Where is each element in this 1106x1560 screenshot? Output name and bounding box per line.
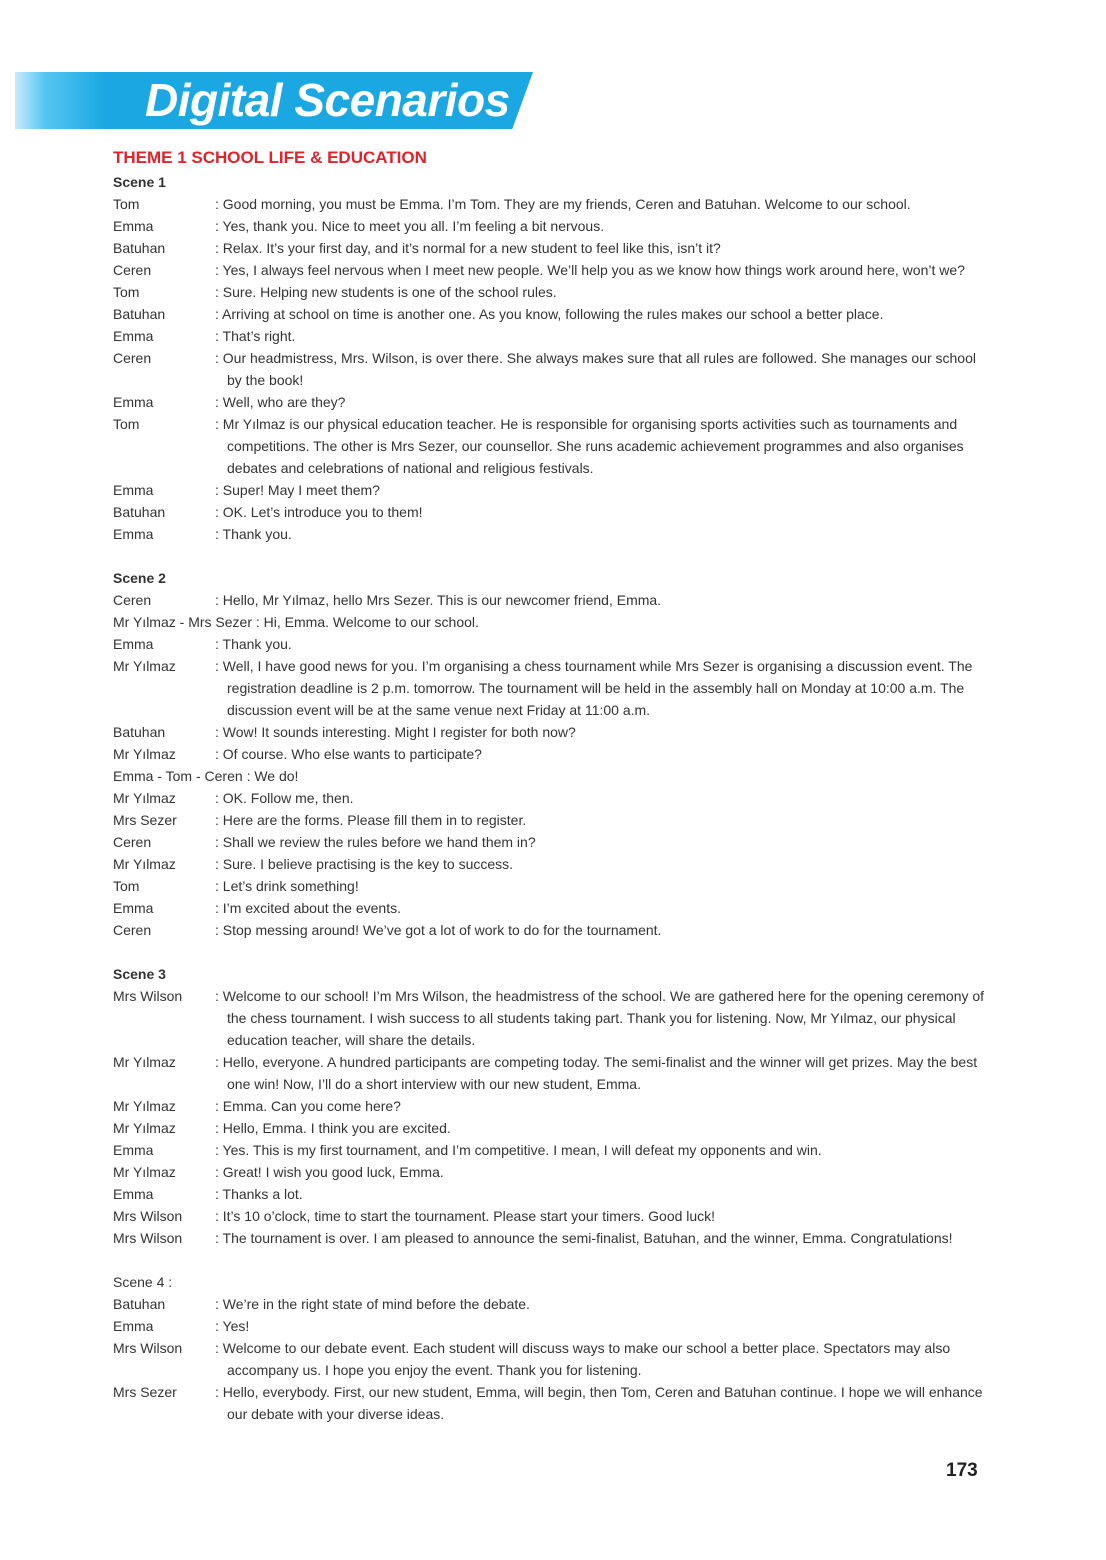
speaker-name: Mr Yılmaz: [113, 658, 176, 674]
speaker-name: Tom: [113, 878, 140, 894]
speech-text: : Of course. Who else wants to participate?: [215, 746, 482, 762]
dialogue-line: [113, 1183, 993, 1205]
dialogue-line: [113, 633, 993, 655]
speech-text: : Good morning, you must be Emma. I’m Tom. They are my friends, Ceren and Batuhan. Welcome to our school.: [215, 196, 911, 212]
speech-text: : OK. Let’s introduce you to them!: [215, 504, 423, 520]
speech-text: : The tournament is over. I am pleased to announce the semi-finalist, Batuhan, and the winner, Emma. Congratulations!: [215, 1230, 953, 1246]
speaker-name: Batuhan: [113, 240, 166, 256]
dialogue-line: [113, 655, 993, 721]
speaker-name: Emma: [113, 526, 154, 542]
dialogue-line: [113, 413, 993, 479]
speech-text: : Mr Yılmaz is our physical education teacher. He is responsible for organising sports activities such as tournaments and competitions. The other is Mrs Sezer, our counsellor. She runs academic achievement programmes and also organises debates and celebrations of national and religious festivals.: [215, 416, 964, 476]
dialogue-line: [113, 1051, 993, 1095]
speech-text: : Here are the forms. Please fill them in to register.: [215, 812, 527, 828]
dialogue-line: [113, 1139, 993, 1161]
dialogue-line: [113, 1381, 993, 1425]
dialogue-line: [113, 1161, 993, 1183]
speech-text: : Welcome to our school! I’m Mrs Wilson, the headmistress of the school. We are gathered here for the opening ceremony of the chess tournament. I wish success to all students taking part. Thank you for listening. Now, Mr Yılmaz, our physical education teacher, will share the details.: [215, 988, 985, 1048]
speech-text: : Thank you.: [215, 636, 292, 652]
speaker-name: Mr Yılmaz - Mrs Sezer: [113, 614, 252, 630]
speaker-name: Emma: [113, 1318, 154, 1334]
speech-text: : Emma. Can you come here?: [215, 1098, 401, 1114]
scene-title: Scene 2: [113, 570, 166, 586]
speaker-name: Emma - Tom - Ceren: [113, 768, 243, 784]
speaker-name: Mr Yılmaz: [113, 1120, 176, 1136]
dialogue-line: [113, 281, 993, 303]
speech-text: : Well, I have good news for you. I’m organising a chess tournament while Mrs Sezer is organising a discussion event. The registration deadline is 2 p.m. tomorrow. The tournament will be held in the assembly hall on Monday at 10:00 a.m. The discussion event will be at the same venue next Friday at 11:00 a.m.: [215, 658, 973, 718]
speaker-name: Tom: [113, 284, 140, 300]
speaker-name: Mrs Sezer: [113, 812, 177, 828]
speech-text: : Sure. Helping new students is one of the school rules.: [215, 284, 557, 300]
speaker-name: Ceren: [113, 834, 152, 850]
speech-text: : Great! I wish you good luck, Emma.: [215, 1164, 444, 1180]
speech-text: : Hello, Mr Yılmaz, hello Mrs Sezer. This is our newcomer friend, Emma.: [215, 592, 662, 608]
dialogue-line: [113, 919, 993, 941]
dialogue-line: [113, 303, 993, 325]
speech-text: : Our headmistress, Mrs. Wilson, is over there. She always makes sure that all rules are followed. She manages our school by the book!: [215, 350, 976, 388]
speaker-name: Emma: [113, 636, 154, 652]
dialogue-line: [113, 611, 993, 633]
speech-text: : That’s right.: [215, 328, 296, 344]
speaker-name: Mr Yılmaz: [113, 746, 176, 762]
speaker-name: Mrs Sezer: [113, 1384, 177, 1400]
speech-text: : Sure. I believe practising is the key to success.: [215, 856, 514, 872]
dialogue-line: [113, 237, 993, 259]
dialogue-line: [113, 1293, 993, 1315]
speaker-name: Emma: [113, 482, 154, 498]
dialogue-line: [113, 259, 993, 281]
speaker-name: Mrs Wilson: [113, 1208, 183, 1224]
speech-text: : Welcome to our debate event. Each student will discuss ways to make our school a better place. Spectators may also accompany us. I hope you enjoy the event. Thank you for listening.: [215, 1340, 951, 1378]
dialogue-line: [113, 1337, 993, 1381]
speaker-name: Mr Yılmaz: [113, 856, 176, 872]
speech-text: : Relax. It’s your first day, and it’s normal for a new student to feel like this, isn’t it?: [215, 240, 721, 256]
speaker-name: Emma: [113, 218, 154, 234]
speech-text: : Well, who are they?: [215, 394, 346, 410]
scene-section: [113, 1271, 993, 1425]
speaker-name: Mrs Wilson: [113, 1230, 183, 1246]
speech-text: : Hello, everybody. First, our new student, Emma, will begin, then Tom, Ceren and Batuhan continue. I hope we will enhance our debate with your diverse ideas.: [215, 1384, 983, 1422]
scene-section: [113, 963, 993, 1249]
speech-text: : We do!: [246, 768, 299, 784]
dialogue-line: [113, 1315, 993, 1337]
scene-section: [113, 171, 993, 545]
speech-text: : Shall we review the rules before we hand them in?: [215, 834, 536, 850]
speaker-name: Mrs Wilson: [113, 1340, 183, 1356]
speech-text: : Thank you.: [215, 526, 292, 542]
speaker-name: Batuhan: [113, 306, 166, 322]
speaker-name: Emma: [113, 1186, 154, 1202]
dialogue-line: [113, 347, 993, 391]
speech-text: : Hello, everyone. A hundred participants are competing today. The semi-finalist and the winner will get prizes. May the best one win! Now, I’ll do a short interview with our new student, Emma.: [215, 1054, 978, 1092]
speech-text: : Yes, I always feel nervous when I meet new people. We’ll help you as we know how things work around here, won’t we?: [215, 262, 965, 278]
speech-text: : Stop messing around! We’ve got a lot of work to do for the tournament.: [215, 922, 662, 938]
dialogue-line: [113, 897, 993, 919]
page-number: 173: [946, 1460, 978, 1481]
speaker-name: Ceren: [113, 262, 152, 278]
speech-text: : Hello, Emma. I think you are excited.: [215, 1120, 451, 1136]
dialogue-content: [113, 171, 993, 1447]
speaker-name: Ceren: [113, 350, 152, 366]
speech-text: : Hi, Emma. Welcome to our school.: [255, 614, 479, 630]
dialogue-line: [113, 743, 993, 765]
speaker-name: Mr Yılmaz: [113, 1098, 176, 1114]
speech-text: : Super! May I meet them?: [215, 482, 380, 498]
speaker-name: Mrs Wilson: [113, 988, 183, 1004]
speaker-name: Mr Yılmaz: [113, 790, 176, 806]
dialogue-line: [113, 875, 993, 897]
speaker-name: Tom: [113, 416, 140, 432]
speech-text: : We’re in the right state of mind before the debate.: [215, 1296, 530, 1312]
dialogue-line: [113, 1227, 993, 1249]
speaker-name: Emma: [113, 1142, 154, 1158]
speech-text: : I’m excited about the events.: [215, 900, 401, 916]
speech-text: : Yes, thank you. Nice to meet you all. I’m feeling a bit nervous.: [215, 218, 605, 234]
dialogue-line: [113, 501, 993, 523]
speech-text: : Yes. This is my first tournament, and I’m competitive. I mean, I will defeat my opponents and win.: [215, 1142, 822, 1158]
speaker-name: Tom: [113, 196, 140, 212]
speech-text: : Wow! It sounds interesting. Might I register for both now?: [215, 724, 576, 740]
speech-text: : Let’s drink something!: [215, 878, 359, 894]
speaker-name: Emma: [113, 394, 154, 410]
speaker-name: Batuhan: [113, 1296, 166, 1312]
dialogue-line: [113, 215, 993, 237]
dialogue-line: [113, 1117, 993, 1139]
dialogue-line: [113, 985, 993, 1051]
dialogue-line: [113, 809, 993, 831]
speaker-name: Ceren: [113, 922, 152, 938]
speaker-name: Emma: [113, 328, 154, 344]
dialogue-line: [113, 589, 993, 611]
dialogue-line: [113, 721, 993, 743]
speech-text: : Thanks a lot.: [215, 1186, 303, 1202]
scene-title: Scene 3: [113, 966, 166, 982]
dialogue-line: [113, 765, 993, 787]
dialogue-line: [113, 853, 993, 875]
dialogue-line: [113, 1095, 993, 1117]
speaker-name: Batuhan: [113, 504, 166, 520]
scene-title: Scene 4 :: [113, 1274, 173, 1290]
page-title: Digital Scenarios: [145, 74, 510, 126]
speaker-name: Mr Yılmaz: [113, 1054, 176, 1070]
speech-text: : It’s 10 o’clock, time to start the tournament. Please start your timers. Good luck!: [215, 1208, 716, 1224]
speech-text: : Yes!: [215, 1318, 250, 1334]
dialogue-line: [113, 523, 993, 545]
speech-text: : OK. Follow me, then.: [215, 790, 354, 806]
speech-text: : Arriving at school on time is another one. As you know, following the rules makes our school a better place.: [215, 306, 884, 322]
theme-heading: THEME 1 SCHOOL LIFE & EDUCATION: [113, 148, 427, 167]
dialogue-line: [113, 479, 993, 501]
dialogue-line: [113, 787, 993, 809]
speaker-name: Emma: [113, 900, 154, 916]
speaker-name: Mr Yılmaz: [113, 1164, 176, 1180]
dialogue-line: [113, 1205, 993, 1227]
dialogue-line: [113, 391, 993, 413]
speaker-name: Ceren: [113, 592, 152, 608]
scene-section: [113, 567, 993, 941]
speaker-name: Batuhan: [113, 724, 166, 740]
dialogue-line: [113, 193, 993, 215]
dialogue-line: [113, 831, 993, 853]
dialogue-line: [113, 325, 993, 347]
scene-title: Scene 1: [113, 174, 166, 190]
